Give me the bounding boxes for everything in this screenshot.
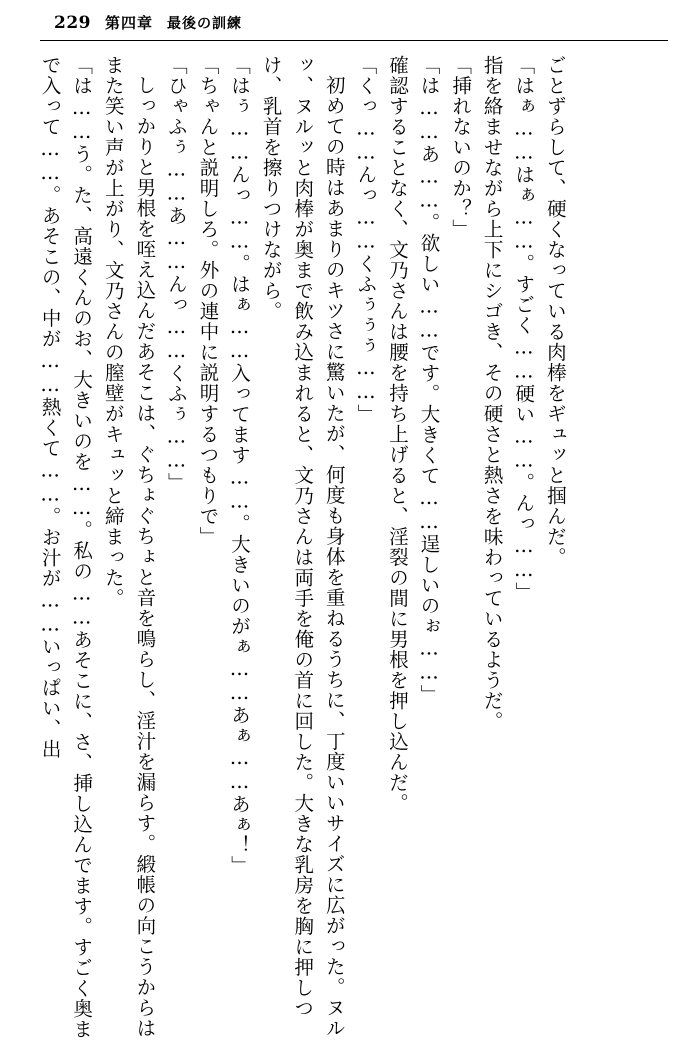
paragraph: 確認することなく、文乃さんは腰を持ち上げると、淫裂の間に男根を押し込んだ。 [385, 55, 409, 814]
paragraph: 「はぅ……んっ……。はぁ……入ってます……。大きいのがぁ……あぁ……あぁ！」 [228, 55, 252, 876]
running-head [54, 12, 660, 38]
paragraph: 初めての時はあまりのキツさに驚いたが、何度も身体を重ねるうちに、丁度いいサイズに広がった。ヌルッ、ヌルッと肉棒が奥まで飲み込まれると、文乃さんは両手を俺の首に回した。大きな乳房を胸に押しつけ、乳首を擦りつけながら。 [259, 55, 346, 1038]
page-number: 229 [54, 13, 91, 33]
paragraph: 「はぁ……はぁ……。すごく……硬い……。んっ……」 [512, 55, 536, 603]
paragraph: 「は……う。た、高遠くんのお、大きいのを……。私の……あそこに、さ、挿し込んでます。すごく奥まで入って……。あそこの、中が……熱くて……。お汁が……いっぱい、出 [38, 55, 94, 1040]
paragraph: 「挿れないのか？」 [449, 55, 473, 240]
chapter-subtitle: 最後の訓練 [167, 16, 243, 32]
paragraph: 「ひゃふぅ……あ……んっ……くふぅ……」 [164, 55, 188, 493]
paragraph: 指を絡ませながら上下にシゴき、その硬さと熱さを味わっているようだ。 [480, 55, 504, 732]
page-body [34, 55, 670, 1040]
header-divider [40, 40, 668, 41]
chapter-title: 第四章 [105, 14, 154, 32]
paragraph: 「ちゃんと説明しろ。外の連中に説明するつもりで」 [196, 55, 220, 547]
vertical-text-block [34, 55, 571, 1040]
paragraph: 「くっ……んっ……くふぅぅぅ……」 [354, 55, 378, 425]
paragraph: しっかりと男根を咥え込んだあそこは、ぐちょぐちょと音を鳴らし、淫汁を漏らす。緞帳の向こうからはまた笑い声が上がり、文乃さんの膣壁がキュッと締まった。 [101, 55, 157, 1038]
paragraph: ごとずらして、硬くなっている肉棒をギュッと掴んだ。 [543, 55, 567, 568]
paragraph: 「は……あ……。欲しい……です。大きくて……逞しいのぉ……」 [417, 55, 441, 705]
